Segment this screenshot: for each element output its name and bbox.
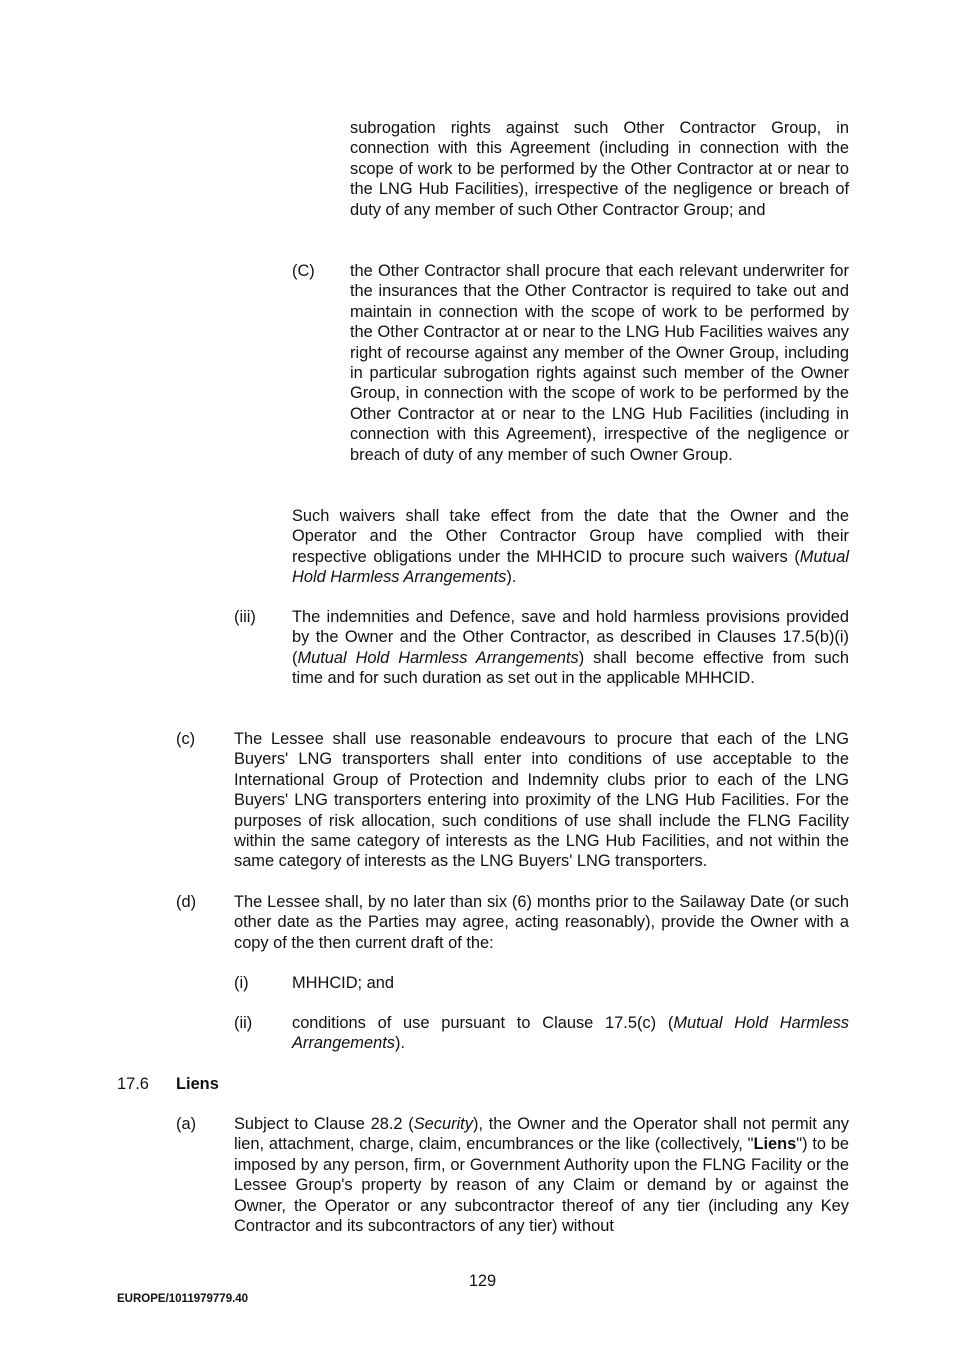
waivers-text: Such waivers shall take effect from the date that the Owner and the Operator and the Other Contractor Group have complied with their respective obligations under the MHHCID to procure such waivers ( xyxy=(292,507,849,566)
item-label-a: (a) xyxy=(176,1115,197,1133)
item-ii-paragraph xyxy=(292,1013,849,1054)
waivers-italic-ref: Mutual Hold Harmless Arrangements xyxy=(292,547,849,587)
item-ii-italic-ref: Mutual Hold Harmless Arrangements xyxy=(292,1014,849,1053)
item-a-paragraph xyxy=(234,1114,849,1236)
item-a-text-mid: ), the Owner and the Operator shall not permit any lien, attachment, charge, claim, encumbrances or the like (collectively, " xyxy=(234,1115,850,1154)
item-C-text: the Other Contractor shall procure that each relevant underwriter for the insurances that the Other Contractor is required to take out and maintain in connection with the scope of work to be performed by the Other Contractor at or near to the LNG Hub Facilities waives any right of recourse against any member of the Owner Group, including in particular subrogation rights against such member of the Owner Group, in connection with the scope of work to be performed by the Other Contractor at or near to the LNG Hub Facilities (including in connection with this Agreement), irrespective of the negligence or breach of duty of any member of such Owner Group. xyxy=(350,262,849,464)
clause-heading: Liens xyxy=(176,1075,219,1093)
item-label-d: (d) xyxy=(176,893,197,911)
item-a-text-end: ") to be imposed by any person, firm, or Government Authority upon the FLNG Facility or the Lessee Group's property by reason of any Claim or demand by or against the Owner, the Operator or any subcontractor thereof of any tier (including any Key Contractor and its subcontractors of any tier) without xyxy=(234,1135,849,1236)
item-ii-text: conditions of use pursuant to Clause 17.5(c) ( xyxy=(292,1014,674,1032)
item-label-i: (i) xyxy=(234,974,249,992)
item-a-italic-ref: Security xyxy=(413,1115,473,1133)
item-iii-italic-ref: Mutual Hold Harmless Arrangements xyxy=(297,648,579,667)
item-c-paragraph xyxy=(234,729,849,872)
clause-number: 17.6 xyxy=(117,1075,149,1093)
item-iii-text-end: ) shall become effective from such time and for such duration as set out in the applicable MHHCID. xyxy=(292,648,849,688)
item-label-iii: (iii) xyxy=(234,608,256,626)
item-ii-text-end: ). xyxy=(394,1034,405,1053)
item-i-text: MHHCID; and xyxy=(292,974,395,992)
item-a-text: Subject to Clause 28.2 ( xyxy=(234,1115,414,1133)
item-label-c: (c) xyxy=(176,730,196,748)
item-iii-text: The indemnities and Defence, save and hold harmless provisions provided by the Owner and the Other Contractor, as described in Clauses 17.5(b)(i) ( xyxy=(292,608,849,667)
waivers-paragraph xyxy=(292,506,849,588)
item-label-ii: (ii) xyxy=(234,1014,253,1032)
waivers-text-end: ). xyxy=(506,568,517,587)
continuation-paragraph xyxy=(350,118,849,220)
continuation-text: subrogation rights against such Other Contractor Group, in connection with this Agreement (including in connection with the scope of work to be performed by the Other Contractor at or near to the LNG Hub Facilities), irrespective of the negligence or breach of duty of any member of such Other Contractor Group; and xyxy=(350,119,849,219)
item-i-paragraph xyxy=(292,973,849,993)
item-iii-paragraph xyxy=(292,607,849,689)
item-C-paragraph xyxy=(350,261,849,465)
item-label-C: (C) xyxy=(292,262,315,280)
item-d-paragraph xyxy=(234,892,849,953)
item-d-text: The Lessee shall, by no later than six (6) months prior to the Sailaway Date (or such other date as the Parties may agree, acting reasonably), provide the Owner with a copy of the then current draft of the: xyxy=(234,893,849,952)
document-id: EUROPE/1011979779.40 xyxy=(117,1293,249,1305)
page-number: 129 xyxy=(468,1272,497,1290)
item-c-text: The Lessee shall use reasonable endeavours to procure that each of the LNG Buyers' LNG transporters shall enter into conditions of use acceptable to the International Group of Protection and Indemnity clubs prior to each of the LNG Buyers' LNG transporters entering into proximity of the LNG Hub Facilities. For the purposes of risk allocation, such conditions of use shall include the FLNG Facility within the same category of interests as the LNG Hub Facilities, and not within the same category of interests as the LNG Buyers' LNG transporters. xyxy=(234,730,849,871)
item-a-defined-term: Liens xyxy=(753,1135,797,1154)
